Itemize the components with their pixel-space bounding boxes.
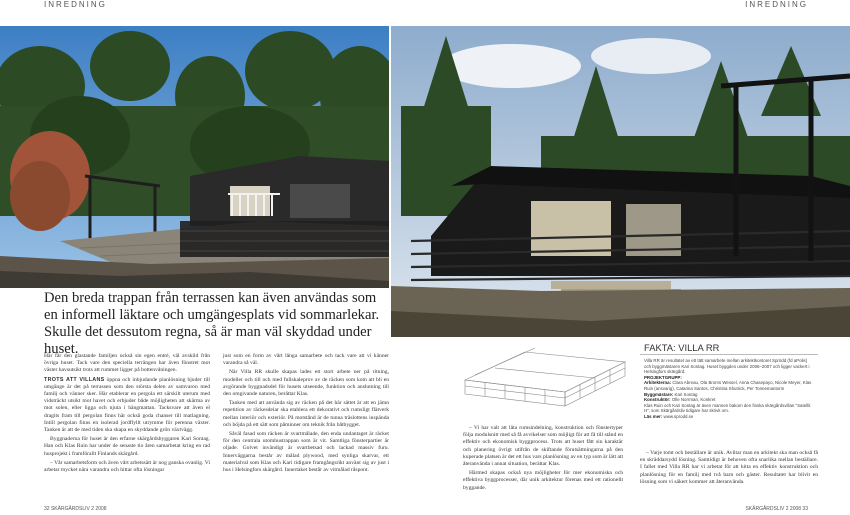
paragraph: – Vår samarbetsform och även vårt arbetssätt är nog ganska ovanlig. Vi arbetar mycket nära varandra och hittar ofta lösningar	[44, 459, 210, 474]
fact-architects-value: Clara Abreau, Ola Broms Wessel, Anna Chasepayo, Nicole Meyer, Klas Ruin (ansvarig), Catarina Santos, Christina Shutrick, Per Tonnemantorm	[644, 380, 812, 391]
fact-more-link[interactable]: www.sprodd.se	[663, 413, 694, 419]
body-column-4	[640, 450, 818, 488]
body-column-3	[463, 425, 623, 494]
fact-box	[640, 340, 818, 446]
fact-box-title: FAKTA: VILLA RR	[640, 340, 818, 355]
section-label-left: INREDNING	[44, 0, 107, 9]
paragraph: När Villa RR skulle skapas lades ett stort arbete ner på ritning, modeller och till och med fullskaleprov av de räcken som kom att bli en avgörande byggnadsdel för husets utseende, funktion och anslutning till den omgivande naturen, berättar Klas.	[223, 369, 389, 398]
page-footer-left: 32 SKÄRGÅRDSLIV 2 2008	[44, 506, 107, 512]
paragraph-lead-caps: TROTS ATT VILLANS	[44, 376, 105, 383]
house-exterior-photo	[391, 26, 850, 337]
fact-more-label: Läs mer:	[644, 413, 663, 419]
fact-box-body	[640, 355, 818, 423]
terrace-photo	[0, 26, 389, 288]
page-footer-right: SKÄRGÅRDSLIV 2 2008 33	[745, 506, 808, 512]
section-label-right: INREDNING	[745, 0, 808, 9]
paragraph: – Vi har valt att låta rumsindelning, konstruktion och fönstertyper följa modulsnitt med så få avvikelser som möjligt för att få till stånd en effektiv och ekonomisk byggprocess. Trots att huset fått sin karaktär och planering övrigt utifrån de skiftande förutsättningarna på den kuperade platsen är det ett hus vars planlösning av en typ som är lätt att återanvända i annat situation, berättar Klas.	[463, 425, 623, 468]
fact-architects-label: Arkitekterna:	[644, 380, 672, 386]
fact-group-label: PROJEKTGRUPP:	[644, 374, 682, 380]
fact-builder-label: Byggmästare:	[644, 391, 674, 397]
paragraph: Härmed skapas också nya möjligheter för mer ekonomiska och effektiva byggprocesser, där unik arkitektur förenas med ett rationellt byggande.	[463, 470, 623, 491]
paragraph	[44, 377, 210, 435]
paragraph: Här får den glastande familjen också sin egen entré, väl avskild från övriga huset. Tack vare den speciella terrängen har även fönstret mot väster havsutsikt trots att rummet ligger på bottenvåningen.	[44, 353, 210, 374]
fact-builder-value: Kari Sontag	[674, 391, 698, 397]
body-column-1	[44, 353, 210, 476]
fact-extra: Klas Ruin och Kari Sontag är även mannen bakom den finska skärgårdsvillan "Satellit H", som Skärgårdsliv tidigare har skrivit om.	[644, 402, 811, 414]
paragraph-text: öppna och inbjudande planlösning bjuder till umgänge är det på terrassen som den största delen av samvaron med familj och vänner sker. Här etablerar en pergola ett särskilt uterum med vidsträckt utsikt mot havet och erbjuder både möjligheten att skärma av mot solen, eller ligga och njuta i hängmattan. Tacksvare att även el dragits fram till pergolan finns här också goda chanser till matlagning. Intill pergolan finns en isolerad jordflyllt utrymme för perenna växter. Tanken är att de med tiden ska skapa en skyddande grön växtvägg.	[44, 376, 210, 434]
fact-constructor-label: Konstruktör:	[644, 397, 671, 403]
paragraph: Tanken med att använda sig av räcken på det här sättet är att en jämn repetition av räckesdelar ska etablera ett dekorativt och rumsligt flätverk mellan interiör och exteriör. På motstånd är de tunna träslottens inspända och böjda på ett sätt som påminner om teknik från båtbygget.	[223, 400, 389, 428]
fact-intro: Villa RR är resultatet av ett tätt samarbete mellan arkitektkontoret Sprödd (fd aPolis) och byggmästaren Kari Sontag. Huset byggdes under 2006–2007 och ligger vackert i Helsingfors skärgård.	[644, 358, 810, 375]
lead-paragraph: Den breda trappan från terrassen kan även användas som en informell läktare och umgängesplats vid sommarlekar. Skulle det dessutom regna, så är man väl skyddad under huset.	[44, 290, 380, 357]
paragraph: just som en form av vårt långa samarbete och tack vare att vi känner varandra så väl.	[223, 353, 389, 367]
body-column-2	[223, 353, 389, 476]
fact-constructor-value: Olle Norrman, Konkret	[671, 397, 716, 403]
paragraph: – Varje tomt och beställare är unik. Avlitar man en arkitekt ska man också få en skräddarsydd lösning. Samtidigt är behoven ofta snarlika mellan beställare. I fallet med Villa RR har vi arbetat för att hitta en effektiv konstruktion och planlösning för en familj med två barn och gäster. Resultatet har blivit en lösning som vi säkert kommer att återanvända.	[640, 450, 818, 485]
paragraph: Såväl fasad som räcken är svartmålade, den enda undantaget är räcket för den centrala utomhustrappan som är vit. Samtliga fönsterpartier är oljade. Golvet invändigt är svartbetsad och lackad massiv furu. Innerväggarna består av målad plywood, med synliga skarvar, ett materialval som Klas och Kari tidigare framgångsrikt använt sig av just i hus i Helsingfors skärgård. Innertaket består av vitmålad råspont.	[223, 431, 389, 474]
paragraph: Byggnaderna för huset är den erfarne skärgårdsbyggaren Kari Sontag. Han och Klas Ruin har under de senaste tio åren samarbetat kring en rad husprojekt i framförallt Finlands skärgård.	[44, 436, 210, 457]
architectural-drawing	[455, 340, 635, 418]
